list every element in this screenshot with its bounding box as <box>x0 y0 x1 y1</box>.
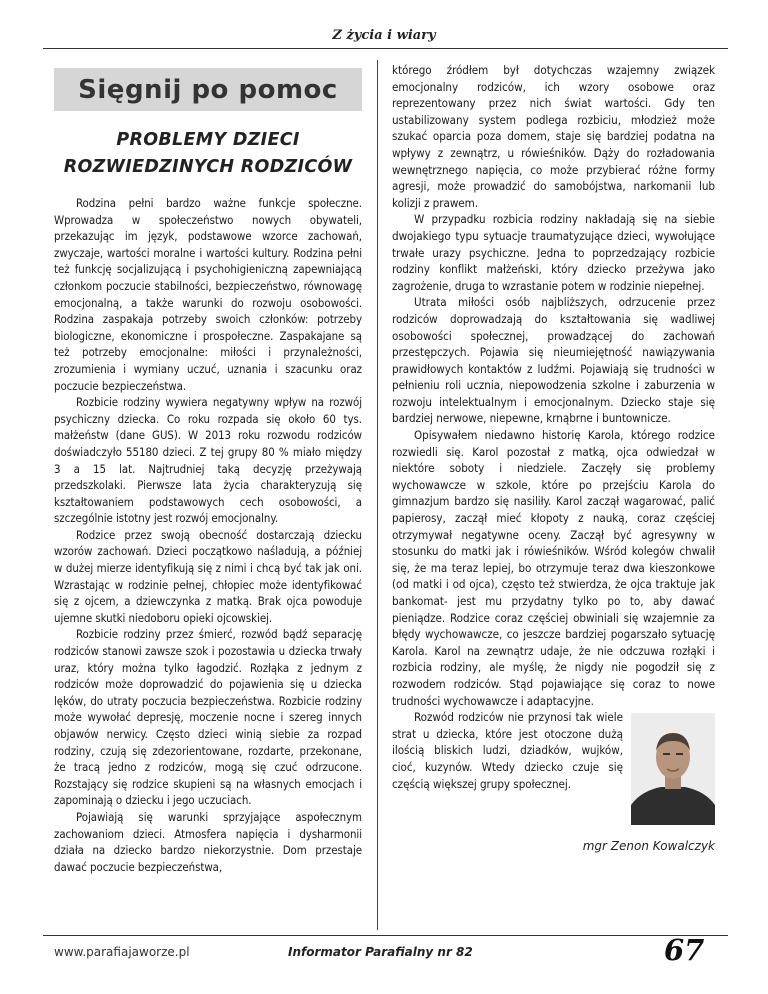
section-header: Z życia i wiary <box>332 28 436 43</box>
final-text <box>392 709 623 825</box>
footer-magazine: Informator Parafialny nr 82 <box>288 945 473 959</box>
paragraph: Rozbicie rodziny przez śmierć, rozwód bądź separację rodziców stanowi zawsze szok i pozostawia u dziecka trwały uraz, który można tylko łagodzić. Rozłąka z jednym z rodziców może doprowadzić do pojawienia się u dziecka lęków, do utraty poczucia bezpieczeństwa. Rozbicie rodziny może wywołać depresję, moczenie nocne i szereg innych objawów nerwicy. Często dzieci winią siebie za rozpad rodziny, czują się zdezorientowane, rozdarte, przekonane, że tracą jedno z rodziców, mogą się czuć odrzucone. Rozstający się rodzice skupieni są na własnych emocjach i zapominają o dziecku i jego uczuciach. <box>54 627 362 808</box>
paragraph: Rozbicie rodziny wywiera negatywny wpływ na rozwój psychiczny dziecka. Co roku rozpada się około 60 tys. małżeństw (dane GUS). W 2013 roku rozwodu rodziców doświadczyło 55180 dzieci. Z tej grupy 80 % miało między 3 a 15 lat. Najtrudniej taką decyzję przeżywają przedszkolaki. Pierwsze lata życia charakteryzują się kształtowaniem podstawowych cech osobowości, a szczególnie istotny jest rozwój emocjonalny. <box>54 395 362 526</box>
article-subtitle <box>54 127 362 181</box>
paragraph: którego źródłem był dotychczas wzajemny związek emocjonalny rodziców, ich wzory osobowe oraz reprezentowany przez nich świat wartości. Gdy ten ustabilizowany system podlega rozbiciu, młodzież może szukać oparcia poza domem, staje się bardziej podatna na wpływy z zewnątrz, u rówieśników. Dąży do rozładowania wewnętrznego napięcia, co może przybierać różne formy agresji, może prowadzić do samobójstwa, narkomanii lub kolizji z prawem. <box>392 63 715 210</box>
subtitle-line-2: ROZWIEDZINYCH RODZICÓW <box>63 157 353 177</box>
paragraph: Rodzice przez swoją obecność dostarczają dziecku wzorów zachowań. Dzieci początkowo naśladują, a później w dużej mierze identyfikują się z nimi i chcą być tak jak oni. Wzrastając w rodzinie pełnej, chłopiec może identyfikować się z ojcem, a dziewczynka z matką. Brak ojca powoduje ujemne skutki niedoboru opieki ojcowskiej. <box>54 527 362 625</box>
paragraph: Rodzina pełni bardzo ważne funkcje społeczne. Wprowadza w społeczeństwo nowych obywateli, przekazując im język, podstawowe wzorce zachowań, zwyczaje, wartości moralne i wartości kultury. Rodzina pełni też funkcję socjalizującą i psychohigieniczną zapewniającą członkom poczucie stabilności, bezpieczeństwo, równowagę emocjonalną, a także warunki do rozwoju osobowości. Rodzina zaspakaja potrzeby swoich członków: potrzeby biologiczne, ekonomiczne i prospołeczne. Zaspakajane są też potrzeby emocjonalne: miłości i przynależności, zrozumienia i wymiany uczuć, uznania i szacunku oraz poczucie bezpieczeństwa. <box>54 196 362 393</box>
author-signature: mgr Zenon Kowalczyk <box>582 839 715 854</box>
final-section <box>392 709 715 825</box>
footer-rule <box>43 935 728 936</box>
subtitle-line-1: PROBLEMY DZIECI <box>116 130 300 150</box>
author-portrait-icon <box>631 713 715 825</box>
column-divider <box>377 60 378 930</box>
page-number: 67 <box>664 933 705 967</box>
header-rule <box>43 48 728 49</box>
paragraph: Opisywałem niedawno historię Karola, którego rodzice rozwiedli się. Karol pozostał z matką, ojca odwiedzał w niektóre soboty i niedziele. Zaczęły się problemy wychowawcze w szkole, które po przejściu Karola do gimnazjum bardzo się nasiliły. Karol zaczął wagarować, palić papierosy, zaczął mieć kłopoty z nauką, coraz częściej otrzymywał negatywne oceny. Zaczął być agresywny w stosunku do matki jak i rówieśników. Wśród kolegów chwalił się, że ma teraz lepiej, bo otrzymuje teraz dwa kieszonkowe (od matki i od ojca), często też stwierdza, że ojca traktuje jak bankomat- jest mu przydatny tylko po to, aby dawać pieniądze. Rodzice coraz częściej obwiniali się wzajemnie za błędy wychowawcze, co jeszcze bardziej pogarszało sytuację Karola. Karol na zewnątrz udaje, że nie odczuwa rozłąki i rozbicia rodziny, ale myślę, że nigdy nie pogodził się z rozwodem rodziców. Stąd pojawiające się coraz to nowe trudności wychowawcze i adaptacyjne. <box>392 428 715 708</box>
paragraph: Pojawiają się warunki sprzyjające aspołecznym zachowaniom dzieci. Atmosfera napięcia i dysharmonii działa na dziecko bardzo niekorzystnie. Dom przestaje dawać poczucie bezpieczeństwa, <box>54 809 362 874</box>
article-title: Sięgnij po pomoc <box>54 68 362 111</box>
left-column <box>54 62 362 875</box>
footer-url-link[interactable]: www.parafiajaworze.pl <box>54 945 190 959</box>
paragraph: W przypadku rozbicia rodziny nakładają się na siebie dwojakiego typu sytuacje traumatyzujące dzieci, wywołujące trwałe urazy psychiczne. Jedna to poprzedzający rozbicie rodziny konflikt małżeński, który dziecko przeżywa jako zagrożenie, druga to wzrastanie potem w rodzinie niepełnej. <box>392 212 715 293</box>
right-column <box>392 62 715 853</box>
paragraph: Rozwód rodziców nie przynosi tak wiele strat u dziecka, które jest otoczone dużą ilością bliskich ludzi, dziadków, wujków, cioć, kuzynów. Wtedy dziecko czuje się częścią większej grupy społecznej. <box>392 710 623 791</box>
paragraph: Utrata miłości osób najbliższych, odrzucenie przez rodziców doprowadzają do kształtowania się wadliwej osobowości społecznej, prowadzącej do zachowań przestępczych. Pojawia się nieumiejętność nawiązywania prawidłowych kontaktów z ludźmi. Pojawiają się trudności w pełnieniu roli ucznia, niepowodzenia szkolne i zaburzenia w rozwoju intelektualnym i emocjonalnym. Dziecko staje się bardziej nerwowe, niepewne, krnąbrne i buntownicze. <box>392 295 715 426</box>
author-photo <box>631 713 715 825</box>
